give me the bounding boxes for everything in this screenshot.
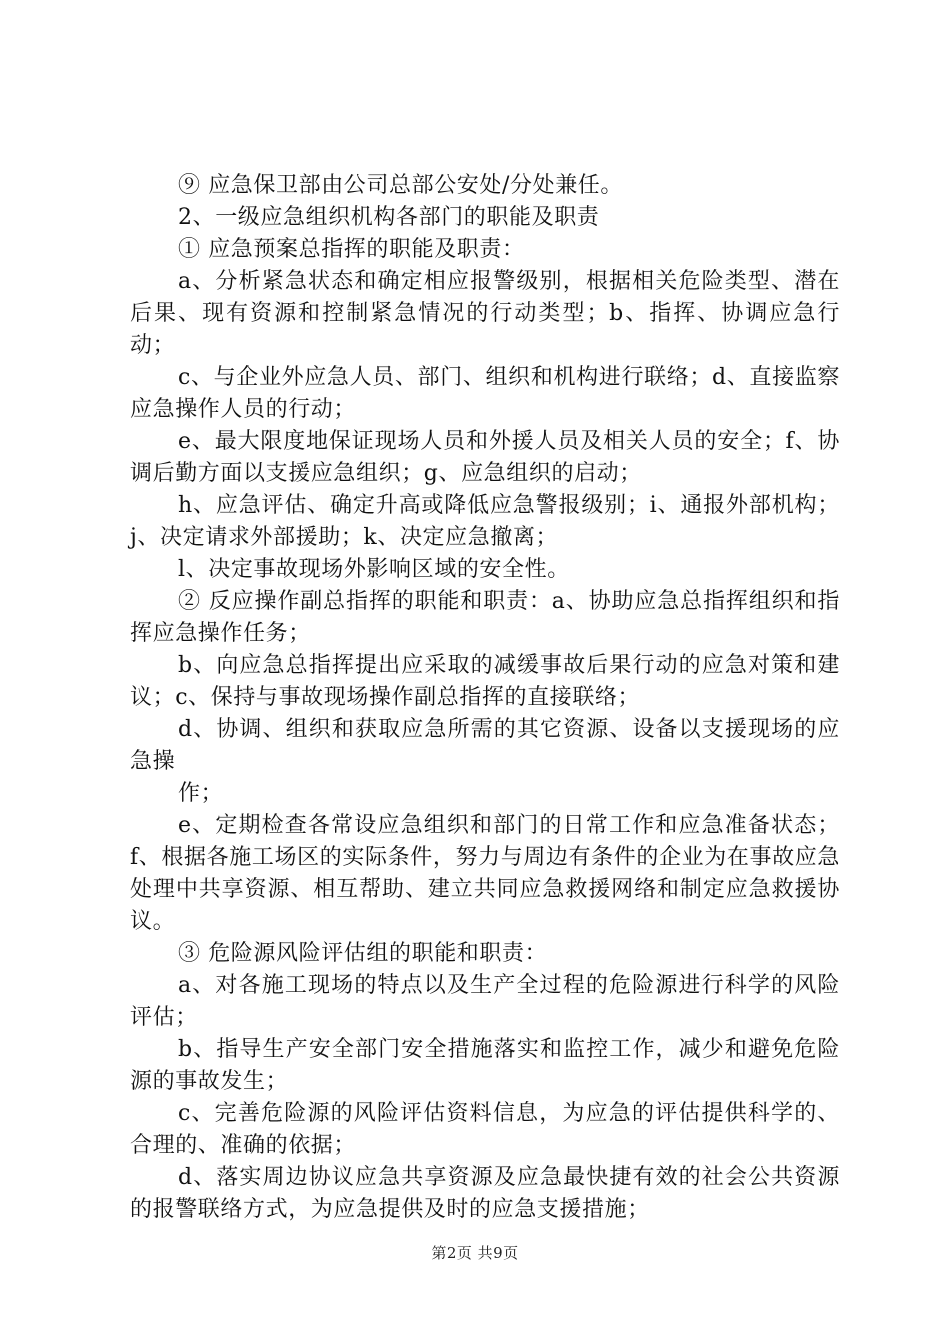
- paragraph: ① 应急预案总指挥的职能及职责：: [178, 237, 525, 262]
- paragraph: a、分析紧急状态和确定相应报警级别，根据相关危险类型、潜在后果、现有资源和控制紧急情况的行动类型；b、指挥、协调应急行动；: [130, 269, 840, 358]
- paragraph: ③ 危险源风险评估组的职能和职责：: [178, 941, 548, 966]
- paragraph: d、协调、组织和获取应急所需的其它资源、设备以支援现场的应急操: [130, 717, 840, 774]
- paragraph: d、落实周边协议应急共享资源及应急最快捷有效的社会公共资源的报警联络方式，为应急提供及时的应急支援措施；: [130, 1165, 840, 1222]
- paragraph: ⑨ 应急保卫部由公司总部公安处/分处兼任。: [178, 173, 624, 198]
- paragraph: a、对各施工现场的特点以及生产全过程的危险源进行科学的风险评估；: [130, 973, 840, 1030]
- paragraph: c、完善危险源的风险评估资料信息，为应急的评估提供科学的、合理的、准确的依据；: [130, 1101, 840, 1158]
- paragraph: c、与企业外应急人员、部门、组织和机构进行联络；d、直接监察应急操作人员的行动；: [130, 365, 840, 422]
- paragraph: b、指导生产安全部门安全措施落实和监控工作，减少和避免危险源的事故发生；: [130, 1037, 840, 1094]
- document-body: [130, 170, 840, 1226]
- paragraph: l、决定事故现场外影响区域的安全性。: [178, 557, 570, 582]
- paragraph: ② 反应操作副总指挥的职能和职责：a、协助应急总指挥组织和指挥应急操作任务；: [130, 589, 840, 646]
- paragraph: 2、一级应急组织机构各部门的职能及职责: [178, 205, 600, 230]
- page-number-footer: 第2页 共9页: [431, 1244, 519, 1262]
- paragraph: e、定期检查各常设应急组织和部门的日常工作和应急准备状态；f、根据各施工场区的实际条件，努力与周边有条件的企业为在事故应急处理中共享资源、相互帮助、建立共同应急救援网络和制定应急救援协议。: [130, 813, 840, 934]
- paragraph: h、应急评估、确定升高或降低应急警报级别；i、通报外部机构；j、决定请求外部援助；k、决定应急撤离；: [130, 493, 840, 550]
- paragraph: b、向应急总指挥提出应采取的减缓事故后果行动的应急对策和建议；c、保持与事故现场操作副总指挥的直接联络；: [130, 653, 840, 710]
- paragraph: e、最大限度地保证现场人员和外援人员及相关人员的安全；f、协调后勤方面以支援应急组织；g、应急组织的启动；: [130, 429, 840, 486]
- paragraph: 作；: [178, 781, 224, 806]
